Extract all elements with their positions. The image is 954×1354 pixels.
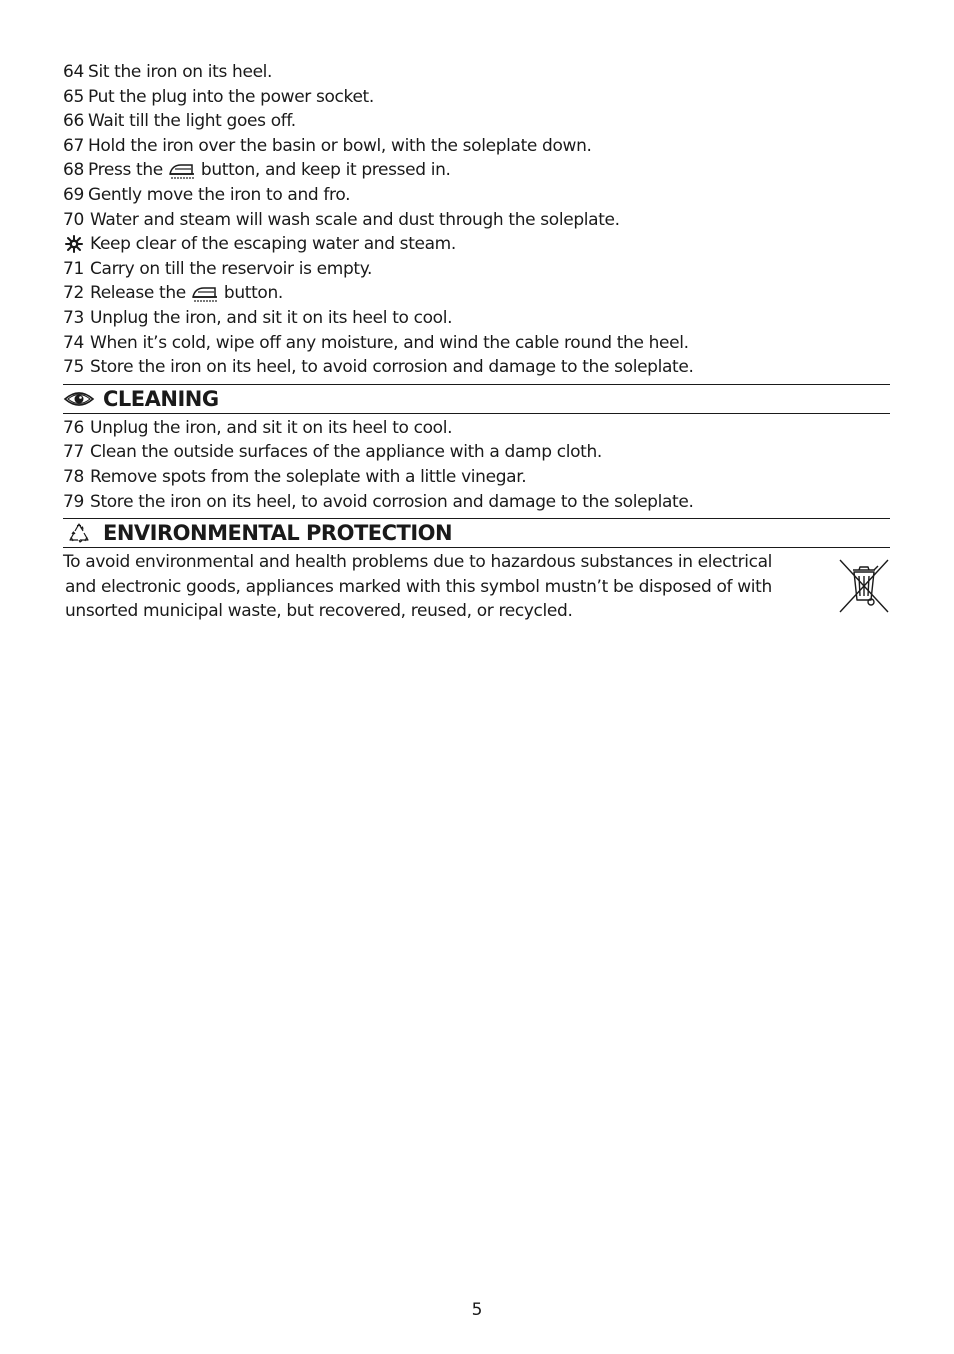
step-number: 75 <box>63 357 84 378</box>
step-number: 78 <box>63 466 84 487</box>
step-text: Gently move the iron to and fro. <box>88 184 351 205</box>
list-item <box>63 158 890 183</box>
step-text: Hold the iron over the basin or bowl, with the soleplate down. <box>88 135 592 156</box>
paragraph-line: To avoid environmental and health problems due to hazardous substances in electrical <box>63 552 773 573</box>
step-number: 74 <box>63 332 84 353</box>
warning-item <box>63 232 890 257</box>
step-number: 72 <box>63 283 84 304</box>
crossed-bin-icon <box>838 558 890 614</box>
cleaning-heading <box>63 384 890 414</box>
step-text-pre: Release the <box>90 283 186 304</box>
step-number: 79 <box>63 491 84 512</box>
paragraph-line: and electronic goods, appliances marked with this symbol mustn’t be disposed of with <box>65 576 772 597</box>
step-text: When it’s cold, wipe off any moisture, and wind the cable round the heel. <box>90 332 689 353</box>
list-item <box>63 281 890 306</box>
step-number: 68 <box>63 160 84 181</box>
step-text: Store the iron on its heel, to avoid corrosion and damage to the soleplate. <box>90 491 694 512</box>
section-title: CLEANING <box>103 386 219 411</box>
list-item <box>63 490 890 515</box>
environmental-heading <box>63 518 890 548</box>
list-item <box>63 440 890 465</box>
list-item <box>63 183 890 208</box>
eye-icon <box>63 388 95 410</box>
list-item <box>63 208 890 233</box>
step-number: 76 <box>63 417 84 438</box>
step-number: 66 <box>63 111 84 132</box>
steam-iron-icon <box>190 284 220 304</box>
list-item <box>63 134 890 159</box>
step-number: 70 <box>63 209 84 230</box>
list-item <box>63 331 890 356</box>
step-number: 73 <box>63 307 84 328</box>
step-text-post: button, and keep it pressed in. <box>200 160 451 181</box>
list-item <box>63 109 890 134</box>
steam-iron-icon <box>167 161 197 181</box>
step-number: 65 <box>63 86 84 107</box>
list-item <box>63 465 890 490</box>
step-text: Put the plug into the power socket. <box>88 86 374 107</box>
step-number: 64 <box>63 62 84 82</box>
list-item <box>63 355 890 380</box>
step-text-pre: Press the <box>88 160 163 181</box>
list-item <box>63 85 890 110</box>
step-text: Wait till the light goes off. <box>88 111 296 132</box>
list-item <box>63 416 890 441</box>
step-text: Clean the outside surfaces of the appliance with a damp cloth. <box>90 442 602 463</box>
hot-warning-icon <box>63 234 85 254</box>
recycle-icon <box>63 522 95 544</box>
step-number: 71 <box>63 258 84 279</box>
step-text: Sit the iron on its heel. <box>88 62 273 82</box>
paragraph-line: unsorted municipal waste, but recovered, reused, or recycled. <box>65 601 573 622</box>
step-number: 77 <box>63 442 84 463</box>
list-item <box>63 306 890 331</box>
cleaning-steps-list <box>63 416 890 514</box>
step-text: Store the iron on its heel, to avoid corrosion and damage to the soleplate. <box>90 357 694 378</box>
step-text: Water and steam will wash scale and dust through the soleplate. <box>90 209 620 230</box>
list-item <box>63 60 890 85</box>
section-title: ENVIRONMENTAL PROTECTION <box>103 521 453 546</box>
page-number: 5 <box>471 1300 483 1320</box>
environmental-paragraph <box>63 550 823 624</box>
steps-list <box>63 60 890 380</box>
manual-page <box>63 60 890 624</box>
step-text: Remove spots from the soleplate with a little vinegar. <box>90 466 527 487</box>
step-text: Unplug the iron, and sit it on its heel to cool. <box>90 307 453 328</box>
step-text-post: button. <box>223 283 283 304</box>
step-number: 69 <box>63 184 84 205</box>
warning-text: Keep clear of the escaping water and steam. <box>90 234 456 255</box>
environmental-body <box>63 550 890 624</box>
step-number: 67 <box>63 135 84 156</box>
list-item <box>63 257 890 282</box>
step-text: Carry on till the reservoir is empty. <box>90 258 373 279</box>
step-text: Unplug the iron, and sit it on its heel to cool. <box>90 417 453 438</box>
